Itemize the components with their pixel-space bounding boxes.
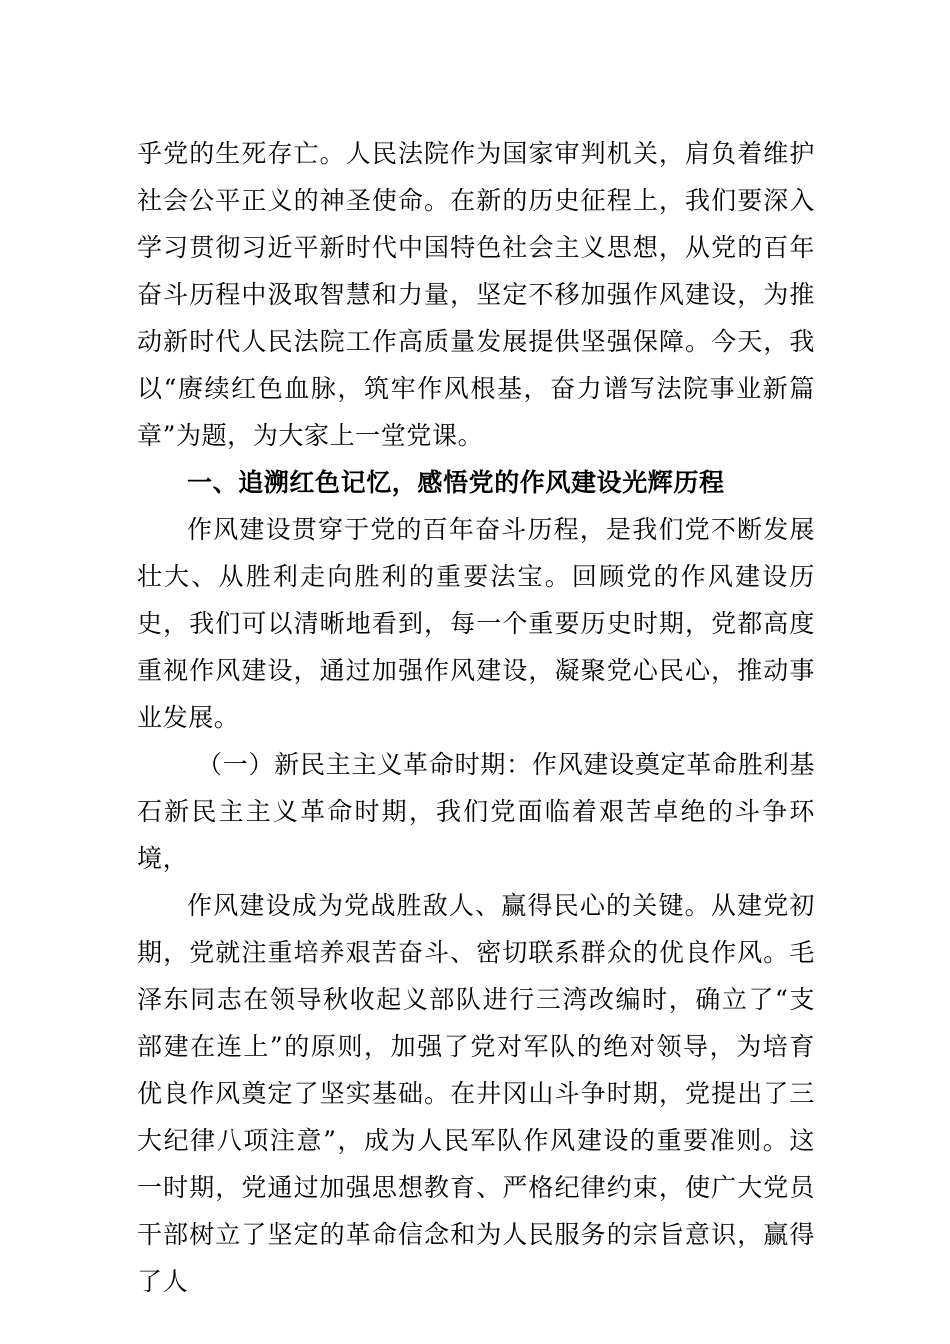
subsection-heading: （一）新民主主义革命时期：作风建设奠定革命胜利基石新民主主义革命时期，我们党面临着艰苦卓绝的斗争环境， (137, 750, 815, 873)
paragraph-continuation: 乎党的生死存亡。人民法院作为国家审判机关，肩负着维护社会公平正义的神圣使命。在新的历史征程上，我们要深入学习贯彻习近平新时代中国特色社会主义思想，从党的百年奋斗历程中汲取智慧和力量，坚定不移加强作风建设，为推动新时代人民法院工作高质量发展提供坚强保障。今天，我以“赓续红色血脉，筑牢作风根基，奋力谱写法院事业新篇章”为题，为大家上一堂党课。 (137, 139, 815, 450)
section-heading: 一、追溯红色记忆，感悟党的作风建设光辉历程 (187, 468, 725, 497)
paragraph-body: 作风建设成为党战胜敌人、赢得民心的关键。从建党初期，党就注重培养艰苦奋斗、密切联系群众的优良作风。毛泽东同志在领导秋收起义部队进行三湾改编时，确立了“支部建在连上”的原则，加强了党对军队的绝对领导，为培育优良作风奠定了坚实基础。在井冈山斗争时期，党提出了三大纪律八项注意”，成为人民军队作风建设的重要准则。这一时期，党通过加强思想教育、严格纪律约束，使广大党员干部树立了坚定的革命信念和为人民服务的宗旨意识，赢得了人 (137, 891, 815, 1296)
paragraph-intro: 作风建设贯穿于党的百年奋斗历程，是我们党不断发展壮大、从胜利走向胜利的重要法宝。回顾党的作风建设历史，我们可以清晰地看到，每一个重要历史时期，党都高度重视作风建设，通过加强作风建设，凝聚党心民心，推动事业发展。 (137, 515, 815, 732)
document-body (137, 130, 815, 1305)
